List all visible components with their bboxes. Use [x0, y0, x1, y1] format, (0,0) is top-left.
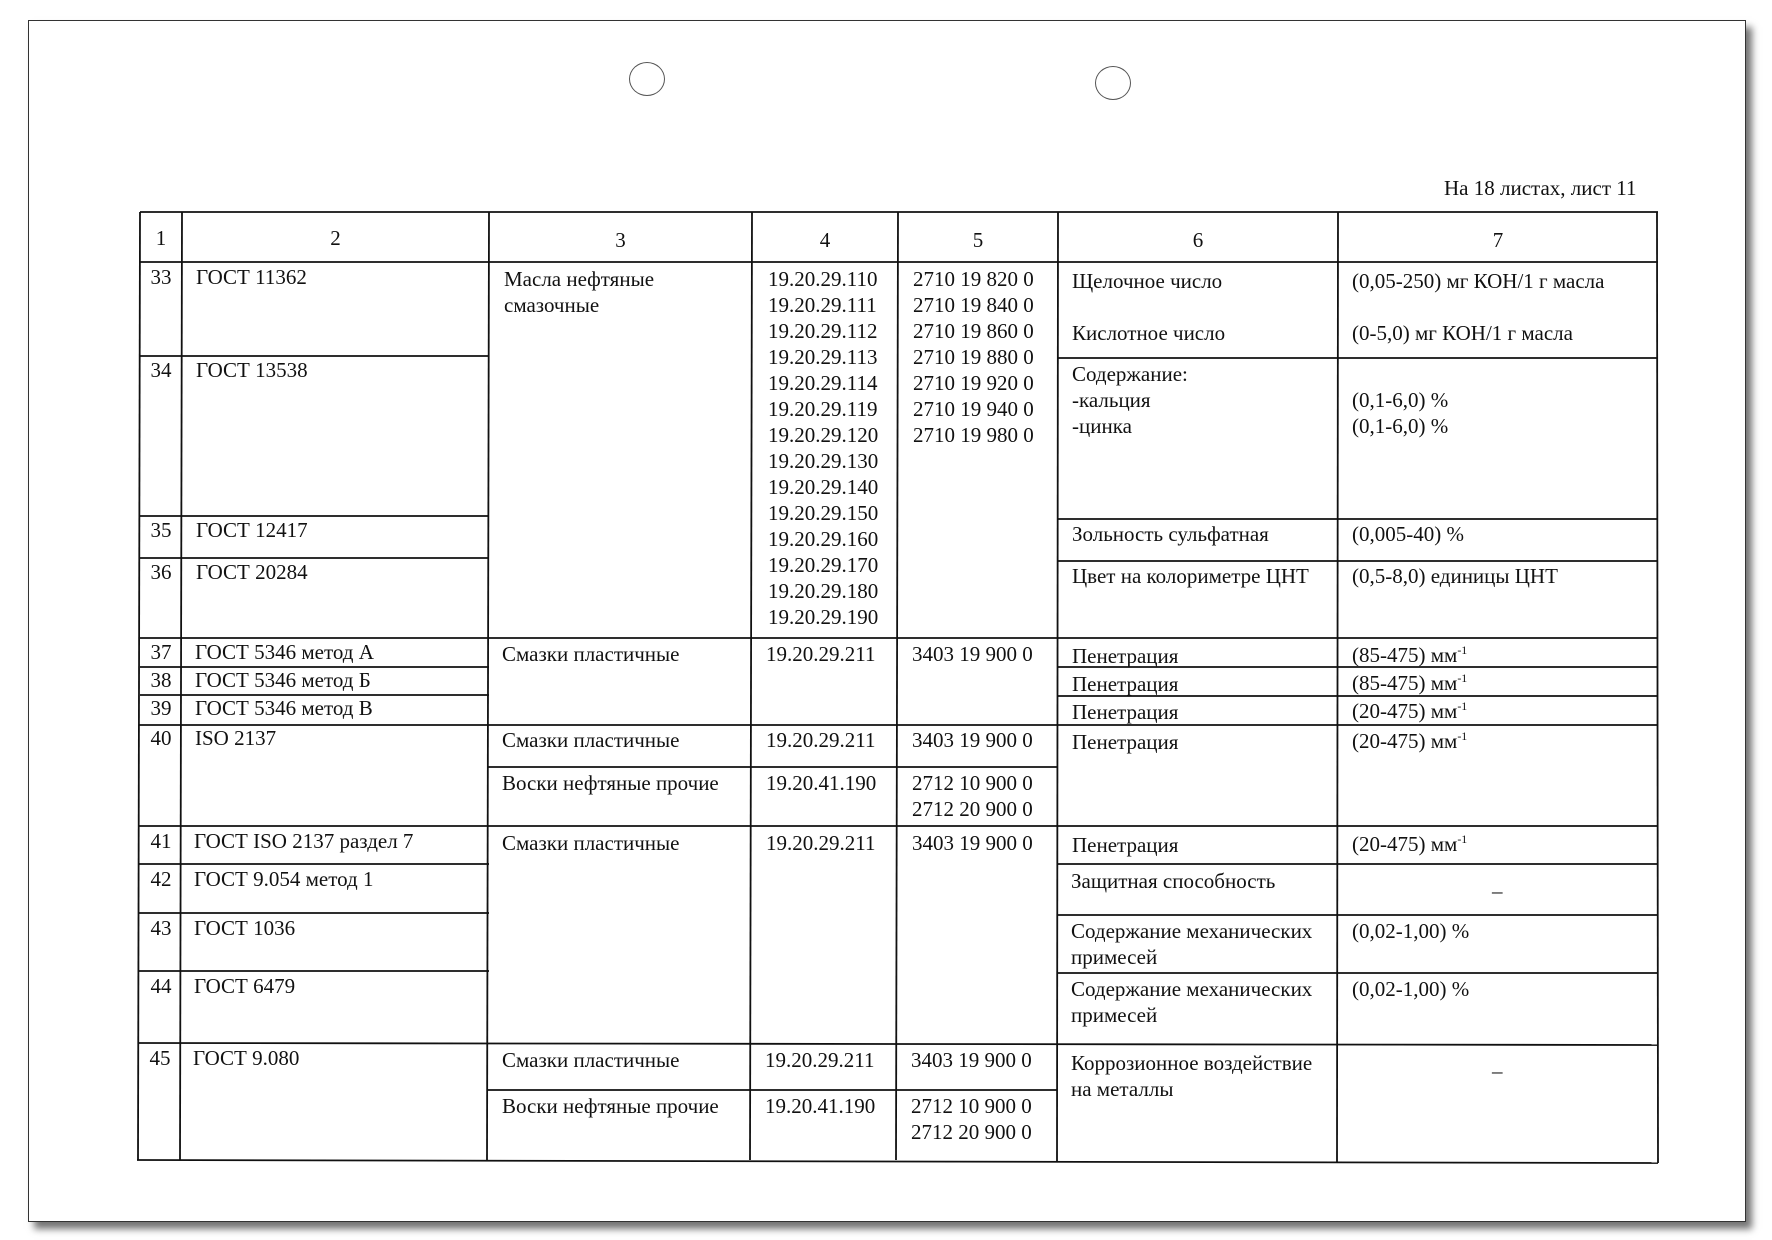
row-41-object: Смазки пластичные [502, 831, 680, 855]
row-35-gost: ГОСТ 12417 [196, 518, 308, 542]
row-33-characteristic: Щелочное число Кислотное число [1072, 269, 1226, 345]
row-39-number: 39 [150, 696, 172, 720]
row-40-object: Смазки пластичные [502, 728, 680, 752]
col-header-3: 3 [615, 228, 626, 252]
row-34-number: 34 [150, 358, 172, 382]
row-38-range: (85-475) $мм^{-1}$ [1352, 671, 1468, 695]
row-45-object: Смазки пластичные [502, 1048, 680, 1072]
row-37-range: (85-475) $мм^{-1}$ [1352, 643, 1468, 667]
row-37-object: Смазки пластичные [502, 642, 680, 666]
row-45-okpd-codes-2: 19.20.41.190 [765, 1094, 876, 1118]
row-37-gost: ГОСТ 5346 метод А [195, 640, 374, 664]
row-33-gost: ГОСТ 11362 [196, 265, 307, 289]
row-44-gost: ГОСТ 6479 [194, 974, 296, 998]
page-label: На 18 листах, лист 11 [1444, 176, 1637, 200]
row-45-object-2: Воски нефтяные прочие [502, 1094, 719, 1118]
row-40-range: (20-475) $мм^{-1}$ [1352, 729, 1468, 753]
row-39-range: (20-475) $мм^{-1}$ [1352, 699, 1468, 723]
row-41-number: 41 [150, 829, 172, 853]
row-40-tnved-codes-2: 2712 10 900 0 2712 20 900 0 [912, 771, 1033, 821]
row-42-range: – [1492, 879, 1503, 903]
col-header-6: 6 [1192, 228, 1204, 252]
row-44-characteristic: Содержание механических примесей [1071, 977, 1313, 1027]
col-header-1: 1 [155, 226, 167, 250]
row-37-okpd-codes: 19.20.29.211 [766, 642, 876, 666]
row-43-range: (0,02-1,00) % [1352, 919, 1470, 943]
row-33-object: Масла нефтяные смазочные [504, 267, 655, 317]
row-38-gost: ГОСТ 5346 метод Б [195, 668, 371, 692]
row-34-characteristic: Содержание: -кальция -цинка [1072, 362, 1188, 438]
row-33-range: (0,05-250) мг КОН/1 г масла (0-5,0) мг КОН/1 г масла [1352, 269, 1605, 345]
row-43-number: 43 [150, 916, 172, 940]
col-header-7: 7 [1492, 228, 1504, 252]
row-34-range: (0,1-6,0) % (0,1-6,0) % [1352, 388, 1449, 438]
row-45-tnved-codes-2: 2712 10 900 0 2712 20 900 0 [911, 1094, 1032, 1144]
col-header-4: 4 [819, 228, 831, 252]
row-35-characteristic: Зольность сульфатная [1072, 522, 1269, 546]
row-36-characteristic: Цвет на колориметре ЦНТ [1072, 564, 1309, 588]
row-41-range: (20-475) $мм^{-1}$ [1352, 832, 1468, 856]
col-header-5: 5 [972, 228, 984, 252]
row-42-gost: ГОСТ 9.054 метод 1 [194, 867, 374, 891]
row-40-gost: ISO 2137 [195, 726, 277, 750]
row-41-characteristic: Пенетрация [1072, 833, 1179, 857]
row-40-okpd-codes: 19.20.29.211 [766, 728, 876, 752]
row-40-okpd-codes-2: 19.20.41.190 [766, 771, 877, 795]
row-35-number: 35 [150, 518, 172, 542]
row-38-number: 38 [150, 668, 172, 692]
row-33-tnved-codes: 2710 19 820 0 2710 19 840 0 2710 19 860 0 2710 19 880 0 2710 19 920 0 2710 19 940 0 2710 19 980 0 [913, 267, 1034, 447]
row-35-range: (0,005-40) % [1352, 522, 1464, 546]
row-41-tnved-codes: 3403 19 900 0 [912, 831, 1033, 855]
row-38-characteristic: Пенетрация [1072, 672, 1179, 696]
row-37-tnved-codes: 3403 19 900 0 [912, 642, 1033, 666]
row-45-range: – [1492, 1059, 1503, 1083]
row-44-number: 44 [150, 974, 172, 998]
row-36-number: 36 [150, 560, 172, 584]
row-41-okpd-codes: 19.20.29.211 [766, 831, 876, 855]
row-39-gost: ГОСТ 5346 метод В [195, 696, 373, 720]
row-42-characteristic: Защитная способность [1071, 869, 1276, 893]
row-45-number: 45 [149, 1046, 171, 1070]
row-33-okpd-codes: 19.20.29.110 19.20.29.111 19.20.29.112 19.20.29.113 19.20.29.114 19.20.29.119 19.20.29.120 19.20.29.130 19.20.29.140 19.20.29.150 19.20.29.160 19.20.29.170 19.20.29.180 19.20.29.190 [768, 267, 879, 629]
row-37-characteristic: Пенетрация [1072, 644, 1179, 668]
row-40-tnved-codes: 3403 19 900 0 [912, 728, 1033, 752]
row-45-okpd-codes: 19.20.29.211 [765, 1048, 875, 1072]
row-43-gost: ГОСТ 1036 [194, 916, 296, 940]
row-43-characteristic: Содержание механических примесей [1071, 919, 1313, 969]
col-header-2: 2 [330, 226, 341, 250]
row-36-range: (0,5-8,0) единицы ЦНТ [1352, 564, 1558, 588]
punch-hole-right [1095, 66, 1131, 100]
row-40-characteristic: Пенетрация [1072, 730, 1179, 754]
row-42-number: 42 [150, 867, 172, 891]
row-40-number: 40 [150, 726, 172, 750]
row-37-number: 37 [150, 640, 172, 664]
row-45-tnved-codes: 3403 19 900 0 [911, 1048, 1032, 1072]
punch-hole-left [629, 62, 665, 96]
row-39-characteristic: Пенетрация [1072, 700, 1179, 724]
row-45-gost: ГОСТ 9.080 [193, 1046, 300, 1070]
row-34-gost: ГОСТ 13538 [196, 358, 308, 382]
row-45-characteristic: Коррозионное воздействие на металлы [1071, 1051, 1313, 1101]
row-33-number: 33 [150, 265, 172, 289]
row-40-object-2: Воски нефтяные прочие [502, 771, 719, 795]
row-41-gost: ГОСТ ISO 2137 раздел 7 [194, 829, 414, 853]
row-36-gost: ГОСТ 20284 [196, 560, 308, 584]
row-44-range: (0,02-1,00) % [1352, 977, 1470, 1001]
